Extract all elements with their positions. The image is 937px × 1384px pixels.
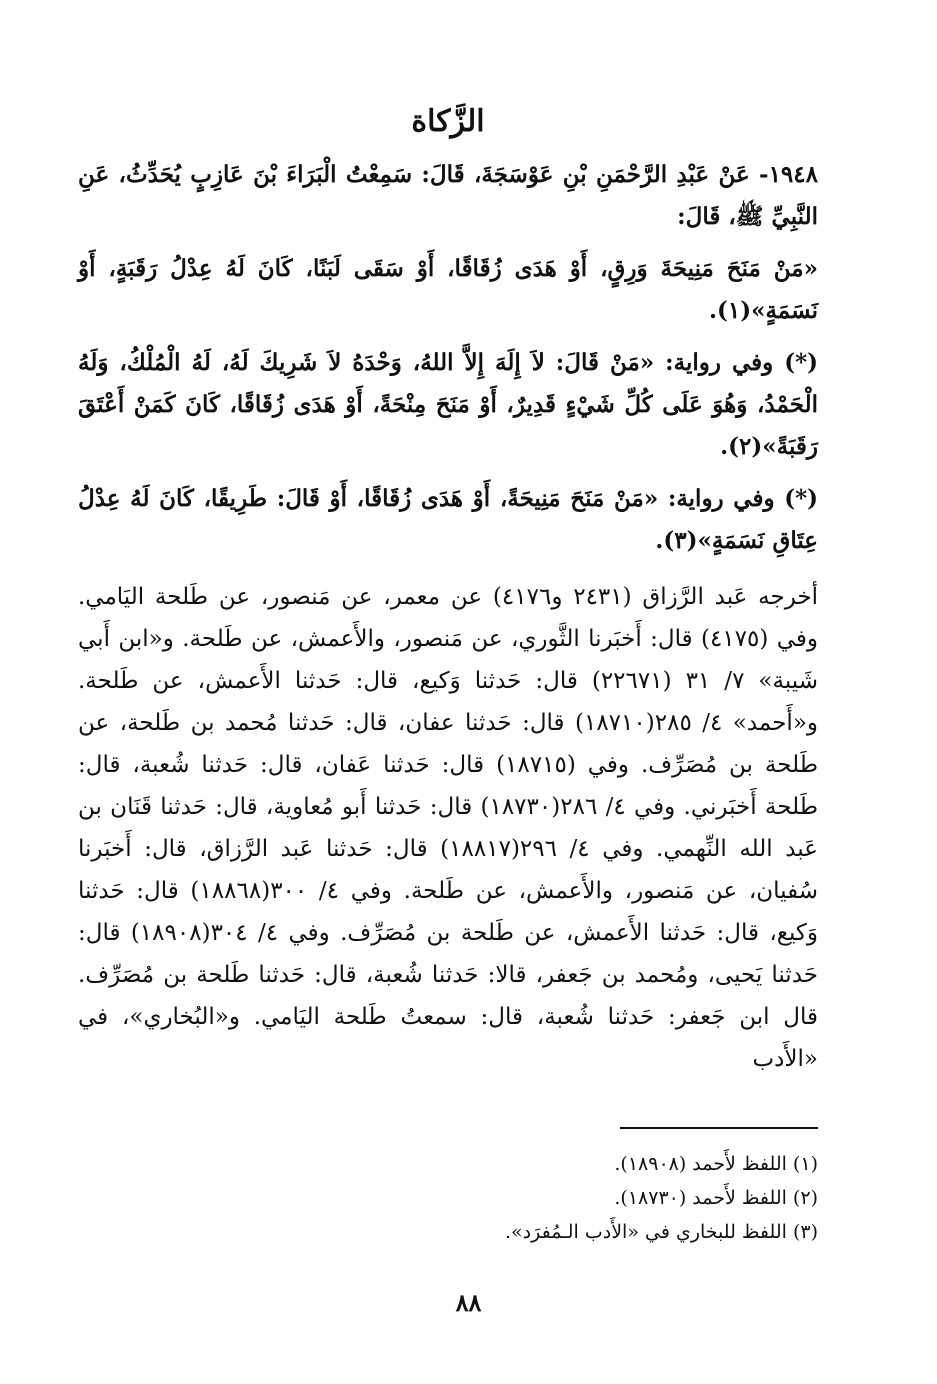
footnote-2: (٢) اللفظ لأَحمد (١٨٧٣٠).: [614, 1187, 818, 1209]
hadith-text: «مَنْ مَنَحَ مَنِيحَةَ وَرِقٍ، أَوْ هَدَى زُقَاقًا، أَوْ سَقَى لَبَنًا، كَانَ لَهُ عِدْلُ رَقَبَةٍ، أَوْ نَسَمَةٍ»(١).: [78, 255, 818, 324]
footnote-separator: [620, 1127, 818, 1129]
footnotes: [78, 1147, 818, 1249]
takhrij-paragraph: أخرجه عَبد الرَّزاق (٢٤٣١ و٤١٧٦) عن معمر، عن مَنصور، عن طَلحة اليَامي. وفي (٤١٧٥) قال: أَخبَرنا الثَّوري، عن مَنصور، والأَعمش، عن طَلحة. و«ابن أَبي شَيبة» ٧/ ٣١ (٢٢٦٧١) قال: حَدثنا وَكيع، قال: حَدثنا الأَعمش، عن طَلحة. و«أَحمد» ٤/ ٢٨٥(١٨٧١٠) قال: حَدثنا عفان، قال: حَدثنا مُحمد بن طَلحة، عن طَلحة بن مُصَرِّف. وفي (١٨٧١٥) قال: حَدثنا عَفان، قال: حَدثنا شُعبة، قال: طَلحة أَخبَرني. وفي ٤/ ٢٨٦(١٨٧٣٠) قال: حَدثنا أَبو مُعاوية، قال: حَدثنا قَنَان بن عَبد الله النِّهمي. وفي ٤/ ٢٩٦(١٨٨١٧) قال: حَدثنا عَبد الرَّزاق، قال: أَخبَرنا سُفيان، عن مَنصور، والأَعمش، عن طَلحة. وفي ٤/ ٣٠٠(١٨٨٦٨) قال: حَدثنا وَكيع، قال: حَدثنا الأَعمش، عن طَلحة بن مُصَرِّف. وفي ٤/ ٣٠٤(١٨٩٠٨) قال: حَدثنا يَحيى، ومُحمد بن جَعفر، قالا: حَدثنا شُعبة، قال: حَدثنا طَلحة بن مُصَرِّف. قال ابن جَعفر: حَدثنا شُعبة، قال: سمعتُ طَلحة اليَامي. و«البُخاري»، في «الأَدب: [78, 584, 819, 1072]
footnote-1: (١) اللفظ لأَحمد (١٨٩٠٨).: [614, 1153, 818, 1175]
page-body: [78, 100, 818, 1090]
footnote-3: (٣) اللفظ للبخاري في «الأَدب الـمُفرَد».: [504, 1221, 818, 1243]
chapter-title: الزَّكاة: [411, 104, 485, 139]
page-number: ٨٨: [455, 1288, 482, 1317]
hadith-isnad: ١٩٤٨- عَنْ عَبْدِ الرَّحْمَنِ بْنِ عَوْسَجَةَ، قَالَ: سَمِعْتُ الْبَرَاءَ بْنَ عَازِبٍ يُحَدِّثُ، عَنِ النَّبِيِّ ﷺ، قَالَ:: [78, 161, 818, 230]
variant-narration-1: (*) وفي رواية: «مَنْ قَالَ: لاَ إِلَهَ إِلاَّ اللهُ، وَحْدَهُ لاَ شَرِيكَ لَهُ، لَهُ الْمُلْكُ، وَلَهُ الْحَمْدُ، وَهُوَ عَلَى كُلِّ شَيْءٍ قَدِيرٌ، أَوْ مَنَحَ مِنْحَةً، أَوْ هَدَى زُقَاقًا، كَانَ كَمَنْ أَعْتَقَ رَقَبَةً»(٢).: [78, 349, 818, 460]
variant-narration-2: (*) وفي رواية: «مَنْ مَنَحَ مَنِيحَةً، أَوْ هَدَى زُقَاقًا، أَوْ قَالَ: طَرِيقًا، كَانَ لَهُ عِدْلُ عِتَاقِ نَسَمَةٍ»(٣).: [78, 485, 818, 554]
